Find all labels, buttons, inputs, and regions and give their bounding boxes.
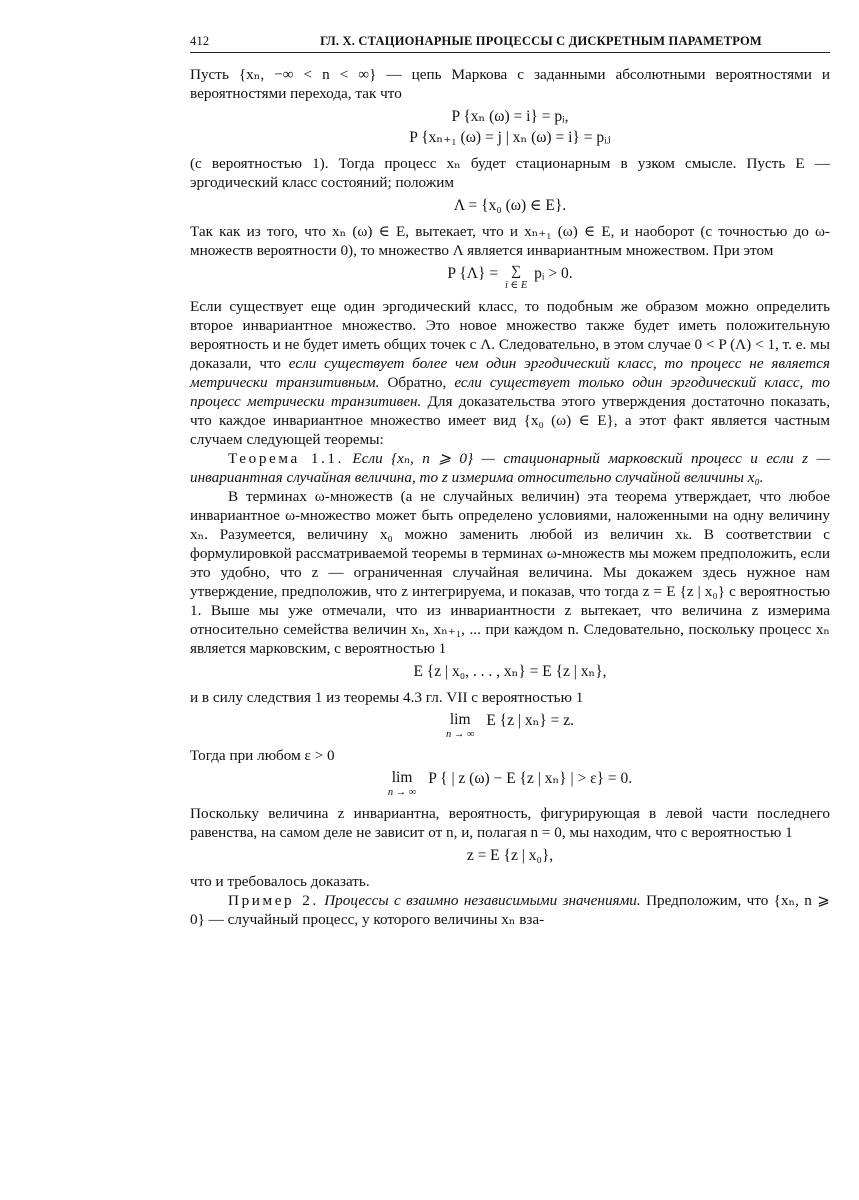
formula-lambda-probability	[190, 264, 830, 291]
paragraph-corollary: и в силу следствия 1 из теоремы 4.3 гл. VII с вероятностью 1	[190, 689, 584, 706]
example-label: Пример 2.	[228, 892, 319, 909]
paragraph-invariant-set: Так как из того, что xₙ (ω) ∈ E, вытекает, что и xₙ₊₁ (ω) ∈ E, и наоборот (с точностью до ω-множеств вероятности 0), то множество Λ является инвариантным множеством. При этом	[190, 223, 830, 259]
limit-word: lim	[449, 711, 471, 728]
summation	[505, 264, 527, 291]
paragraph-ergodic-classes-italic-1: если существует более чем один эргодический класс, то процесс не является метрически транзитивным.	[190, 355, 830, 391]
example-title: Процессы с взаимно независимыми значениями.	[318, 892, 641, 909]
paragraph-stationary: (с вероятностью 1). Тогда процесс xₙ будет стационарным в узком смысле. Пусть E — эргодический класс состояний; положим	[190, 155, 830, 191]
theorem-label: Теорема 1.1.	[228, 450, 345, 467]
paragraph-markov-chain: Пусть {xₙ, −∞ < n < ∞} — цепь Маркова с заданными абсолютными вероятностями и вероятностями перехода, так что	[190, 66, 830, 102]
formula-transition-probability: P {xₙ₊₁ (ω) = j | xₙ (ω) = i} = pᵢⱼ	[409, 129, 611, 146]
limit-operator-2	[388, 769, 417, 798]
formula-z-equals-expectation: z = E {z | x₀},	[466, 847, 554, 864]
summation-index: i ∈ E	[504, 280, 528, 291]
paragraph-ergodic-classes-text-3: Для доказательства этого утверждения достаточно показать, что каждое инвариантное множество имеет вид {x₀ (ω) ∈ E}, а этот факт является частным случаем следующей теоремы:	[190, 393, 830, 448]
limit-expression: E {z | xₙ} = z.	[486, 712, 575, 729]
limit-operator	[446, 711, 475, 740]
formula-markov-expectation: E {z | x₀, . . . , xₙ} = E {z | xₙ},	[413, 663, 607, 680]
paragraph-invariance-conclusion: Поскольку величина z инвариантна, вероятность, фигурирующая в левой части последнего равенства, на самом деле не зависит от n, и, полагая n = 0, мы находим, что с вероятностью 1	[190, 805, 830, 841]
paragraph-ergodic-classes-italic-2: если существует только один эргодический класс, то процесс метрически транзитивен.	[190, 374, 830, 410]
summation-sign: ∑	[511, 264, 522, 279]
limit-subscript-2: n → ∞	[387, 787, 417, 798]
paragraph-ergodic-classes	[190, 297, 830, 449]
formula-transition-probabilities	[190, 107, 830, 148]
formula-limit-probability	[190, 769, 830, 798]
paragraph-ergodic-classes-text-2: Обратно,	[379, 374, 455, 391]
example-2	[190, 891, 830, 929]
formula-lambda-set: Λ = {x₀ (ω) ∈ E}.	[453, 197, 567, 214]
paragraph-ergodic-classes-text-1: Если существует еще один эргодический класс, то подобным же образом можно определить второе инвариантное множество. Это новое множество также будет иметь положительную вероятность и не будет иметь общих точек с Λ. Следовательно, в этом случае 0 < P (Λ) < 1, т. е. мы доказали, что	[190, 298, 830, 372]
theorem-statement: Если {xₙ, n ⩾ 0} — стационарный марковский процесс и если z — инвариантная случайная величина, то z измерима относительно случайной величины x₀.	[190, 450, 830, 486]
formula-lambda-probability-right: pᵢ > 0.	[534, 265, 573, 282]
page	[190, 34, 830, 929]
page-header	[190, 34, 830, 53]
limit-subscript: n → ∞	[445, 729, 475, 740]
formula-limit-expectation	[190, 711, 830, 740]
example-text: Предположим, что {xₙ, n ⩾ 0} — случайный процесс, у которого величины xₙ вза-	[190, 892, 830, 928]
limit-word-2: lim	[391, 769, 413, 786]
formula-lambda-probability-left: P {Λ} =	[447, 265, 499, 282]
paragraph-proof: В терминах ω-множеств (а не случайных величин) эта теорема утверждает, что любое инвариантное ω-множество может быть определено условиями, наложенными на одну величину xₙ. Разумеется, величину x₀ можно заменить любой из величин xₖ. В соответствии с формулировкой рассматриваемой теоремы в терминах ω-множеств мы можем предположить, если это удобно, что z — ограниченная случайная величина. Мы докажем здесь нужное нам утверждение, предположив, что z интегрируема, и показав, что тогда z = E {z | x₀} с вероятностью 1. Выше мы уже отмечали, что из инвариантности z вытекает, что величина z измерима относительно семейства величин xₙ, xₙ₊₁, ... при каждом n. Следовательно, поскольку процесс xₙ является марковским, с вероятностью 1	[190, 488, 830, 657]
theorem-1-1	[190, 449, 830, 487]
paragraph-qed: что и требовалось доказать.	[190, 873, 370, 890]
page-number: 412	[190, 34, 210, 48]
paragraph-epsilon: Тогда при любом ε > 0	[190, 747, 335, 764]
limit-probability-expression: P { | z (ω) − E {z | xₙ} | > ε} = 0.	[428, 770, 633, 787]
formula-absolute-probability: P {xₙ (ω) = i} = pᵢ,	[451, 108, 569, 125]
running-title: ГЛ. X. СТАЦИОНАРНЫЕ ПРОЦЕССЫ С ДИСКРЕТНЫМ ПАРАМЕТРОМ	[320, 34, 762, 48]
